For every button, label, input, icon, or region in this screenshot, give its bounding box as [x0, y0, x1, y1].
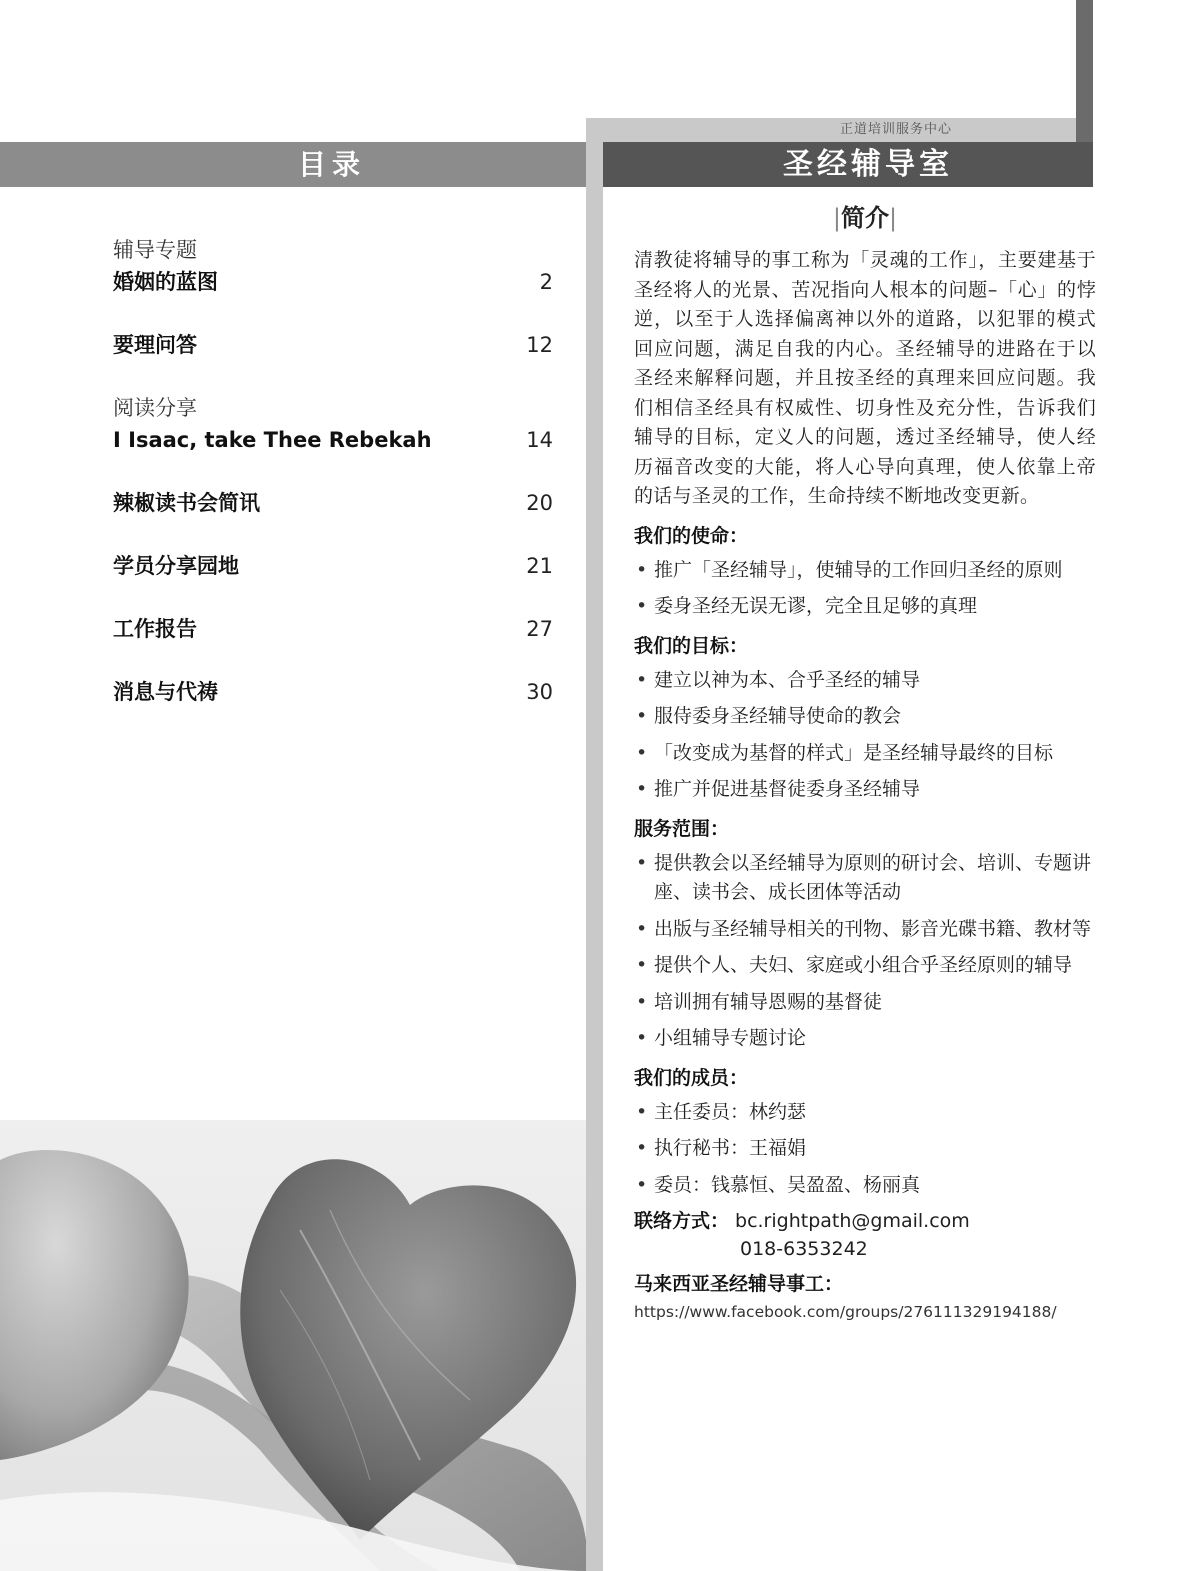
stone-hearts-image: [0, 1120, 586, 1571]
toc-entry-title: 学员分享园地: [113, 554, 239, 578]
list-item: • 推广并促进基督徒委身圣经辅导: [634, 775, 1096, 805]
toc-entry-title: 消息与代祷: [113, 680, 218, 704]
contact-phone[interactable]: 018-6353242: [740, 1238, 868, 1260]
list-item: • 委员：钱慕恒、吴盈盈、杨丽真: [634, 1171, 1096, 1201]
list-item: • 提供教会以圣经辅导为原则的研讨会、培训、专题讲座、读书会、成长团体等活动: [634, 849, 1096, 908]
toc-entry[interactable]: [113, 487, 553, 519]
toc-entry-page: 2: [539, 270, 553, 294]
list-item: • 「改变成为基督的样式」是圣经辅导最终的目标: [634, 739, 1096, 769]
facebook-heading: 马来西亚圣经辅导事工：: [634, 1273, 844, 1295]
toc-entry[interactable]: [113, 550, 553, 582]
list-item: • 提供个人、夫妇、家庭或小组合乎圣经原则的辅导: [634, 951, 1096, 981]
toc-entry-page: 20: [526, 491, 553, 515]
toc-section-label: 辅导专题: [113, 238, 197, 262]
contact-info: [634, 1207, 1096, 1263]
list-item: • 委身圣经无误无谬，完全且足够的真理: [634, 592, 1096, 622]
column-divider: [586, 118, 603, 1571]
contact-label: 联络方式：: [634, 1210, 730, 1232]
toc-entry-title: 辣椒读书会简讯: [113, 491, 260, 515]
toc-title: 目录: [297, 148, 366, 181]
services-heading: 服务范围：: [634, 817, 730, 840]
toc-entry-page: 27: [526, 617, 553, 641]
right-title: 圣经辅导室: [783, 147, 953, 182]
mission-list: [634, 556, 1096, 622]
toc-entry-title: I Isaac, take Thee Rebekah: [113, 428, 432, 452]
list-item: • 推广「圣经辅导」，使辅导的工作回归圣经的原则: [634, 556, 1096, 586]
contact-email[interactable]: bc.rightpath@gmail.com: [735, 1210, 970, 1232]
facebook-link[interactable]: https://www.facebook.com/groups/276111329194188/: [634, 1303, 1057, 1321]
stone-hearts-photo: [0, 1120, 586, 1571]
intro-paragraph: 清教徒将辅导的事工称为「灵魂的工作」，主要建基于圣经将人的光景、苦况指向人根本的问题–「心」的悖逆，以至于人选择偏离神以外的道路，以犯罪的模式回应问题，满足自我的内心。圣经辅导的进路在于以圣经来解释问题，并且按圣经的真理来回应问题。我们相信圣经具有权威性、切身性及充分性，告诉我们辅导的目标，定义人的问题，透过圣经辅导，使人经历福音改变的大能，将人心导向真理，使人依靠上帝的话与圣灵的工作，生命持续不断地改变更新。: [634, 249, 1096, 507]
toc-entry[interactable]: [113, 424, 553, 456]
toc-header: [0, 142, 586, 187]
table-of-contents: [113, 234, 553, 708]
toc-entry-title: 婚姻的蓝图: [113, 270, 218, 294]
right-header: [603, 142, 1093, 187]
toc-entry[interactable]: [113, 613, 553, 645]
list-item: • 培训拥有辅导恩赐的基督徒: [634, 988, 1096, 1018]
toc-entry-page: 30: [526, 680, 553, 704]
toc-entry[interactable]: [113, 676, 553, 708]
toc-section-label: 阅读分享: [113, 396, 197, 420]
toc-entry-title: 要理问答: [113, 333, 197, 357]
members-heading: 我们的成员：: [634, 1066, 749, 1089]
intro-title: |简介|: [832, 204, 898, 232]
list-item: • 小组辅导专题讨论: [634, 1024, 1096, 1054]
mission-heading: 我们的使命：: [634, 524, 749, 547]
toc-entry-page: 14: [526, 428, 553, 452]
list-item: • 建立以神为本、合乎圣经的辅导: [634, 666, 1096, 696]
toc-entry-page: 12: [526, 333, 553, 357]
org-bar: [586, 118, 1076, 142]
toc-entry[interactable]: [113, 266, 553, 298]
list-item: • 执行秘书：王福娟: [634, 1134, 1096, 1164]
org-name: 正道培训服务中心: [839, 122, 952, 137]
goals-list: [634, 666, 1096, 805]
members-list: [634, 1098, 1096, 1201]
goals-heading: 我们的目标：: [634, 634, 749, 657]
toc-entry[interactable]: [113, 329, 553, 361]
services-list: [634, 849, 1096, 1054]
intro-column: [634, 196, 1096, 1323]
list-item: • 出版与圣经辅导相关的刊物、影音光碟书籍、教材等: [634, 915, 1096, 945]
list-item: • 主任委员：林约瑟: [634, 1098, 1096, 1128]
intro-title-text: 简介: [841, 204, 889, 232]
list-item: • 服侍委身圣经辅导使命的教会: [634, 702, 1096, 732]
toc-entry-page: 21: [526, 554, 553, 578]
toc-entry-title: 工作报告: [113, 617, 197, 641]
